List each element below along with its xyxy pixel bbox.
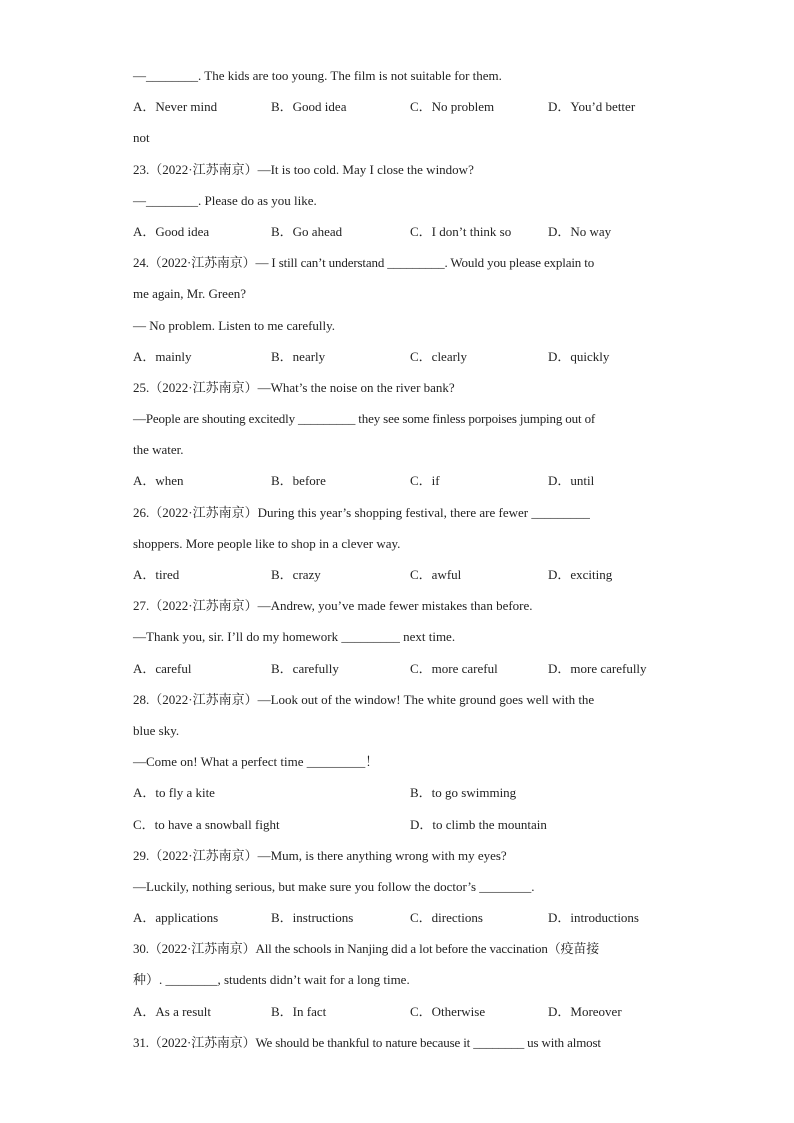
q27-question: 27.（2022·江苏南京）—Andrew, you’ve made fewer mistakes than before.	[133, 598, 533, 614]
q28-option-a: A．to fly a kite	[133, 785, 215, 801]
q24-option-b: B．nearly	[271, 348, 326, 364]
q23-question: 23.（2022·江苏南京）—It is too cold. May I close the window?	[133, 161, 474, 177]
q24-option-d: D．quickly	[548, 348, 610, 364]
document-page	[133, 64, 663, 1062]
q28-option-d: D．to climb the mountain	[410, 816, 547, 832]
q25-question: 25.（2022·江苏南京）—What’s the noise on the river bank?	[133, 379, 455, 395]
q25-answer-cont: the water.	[133, 442, 184, 458]
q24-options	[133, 345, 663, 376]
q29-option-a: A．applications	[133, 910, 219, 926]
q26-option-b: B．crazy	[271, 567, 321, 582]
q24-question: 24.（2022·江苏南京）— I still can’t understand _________. Would you please explain to	[133, 255, 595, 271]
q23-answer-line: —________. Please do as you like.	[133, 192, 317, 208]
q28-option-b: B．to go swimming	[410, 785, 517, 801]
q29-question: 29.（2022·江苏南京）—Mum, is there anything wrong with my eyes?	[133, 847, 507, 863]
q26-question: 26.（2022·江苏南京）During this year’s shopping festival, there are fewer _________	[133, 504, 590, 520]
q23-option-d: D．No way	[548, 223, 612, 239]
q25-option-d: D．until	[548, 473, 595, 489]
q23-option-c: C．I don’t think so	[410, 223, 512, 239]
q27-option-d: D．more carefully	[548, 660, 647, 676]
q30-question-cont: 种）. ________, students didn’t wait for a long time.	[133, 972, 410, 988]
q29-option-b: B．instructions	[271, 910, 354, 926]
q30-question: 30.（2022·江苏南京）All the schools in Nanjing did a lot before the vaccination（疫苗接	[133, 941, 600, 957]
q23-option-a: A．Good idea	[133, 223, 210, 239]
q28-option-c: C．to have a snowball fight	[133, 816, 280, 832]
q27-answer-line: —Thank you, sir. I’ll do my homework _________ next time.	[133, 629, 456, 645]
q30-option-c: C．Otherwise	[410, 1003, 486, 1019]
q29-options	[133, 906, 663, 937]
q29-answer-line: —Luckily, nothing serious, but make sure you follow the doctor’s ________.	[133, 878, 535, 894]
q22-option-c: C．No problem	[410, 99, 495, 115]
q26-question-cont: shoppers. More people like to shop in a clever way.	[133, 535, 401, 551]
q25-option-a: A．when	[133, 473, 184, 489]
q22-option-d-wrap: not	[133, 130, 150, 146]
q22-option-b: B．Good idea	[271, 99, 347, 115]
q24-question-cont: me again, Mr. Green?	[133, 286, 246, 302]
q24-answer-line: — No problem. Listen to me carefully.	[133, 317, 336, 333]
q22-options	[133, 95, 663, 126]
q25-answer-line: —People are shouting excitedly _________ they see some finless porpoises jumping out of	[133, 411, 596, 427]
q25-option-c: C．if	[410, 473, 440, 489]
q30-options	[133, 1000, 663, 1031]
q23-option-b: B．Go ahead	[271, 223, 343, 239]
q28-options-row1	[133, 781, 663, 812]
q30-option-d: D．Moreover	[548, 1003, 622, 1019]
q26-options	[133, 563, 663, 594]
q24-option-c: C．clearly	[410, 348, 468, 364]
q28-question: 28.（2022·江苏南京）—Look out of the window! The white ground goes well with the	[133, 691, 595, 707]
q25-option-b: B．before	[271, 473, 326, 489]
q31-question: 31.（2022·江苏南京）We should be thankful to nature because it ________ us with almost	[133, 1034, 601, 1050]
q30-option-a: A．As a result	[133, 1003, 211, 1019]
q27-option-c: C．more careful	[410, 660, 498, 676]
q26-option-c: C．awful	[410, 567, 462, 582]
q28-answer-line: —Come on! What a perfect time _________！	[133, 754, 379, 770]
q28-options-row2	[133, 813, 663, 844]
q22-answer-line: —________. The kids are too young. The film is not suitable for them.	[133, 68, 502, 83]
q25-options	[133, 469, 663, 500]
q29-option-c: C．directions	[410, 910, 483, 926]
q29-option-d: D．introductions	[548, 910, 639, 926]
q22-option-d: D．You’d better	[548, 99, 636, 115]
q30-option-b: B．In fact	[271, 1003, 327, 1019]
q22-option-a: A．Never mind	[133, 99, 218, 115]
q28-question-cont: blue sky.	[133, 722, 180, 738]
q26-option-d: D．exciting	[548, 567, 613, 582]
q27-options	[133, 657, 663, 688]
q27-option-b: B．carefully	[271, 660, 339, 676]
q27-option-a: A．careful	[133, 660, 192, 676]
q26-option-a: A．tired	[133, 567, 180, 582]
q23-options	[133, 220, 663, 251]
q24-option-a: A．mainly	[133, 348, 192, 364]
